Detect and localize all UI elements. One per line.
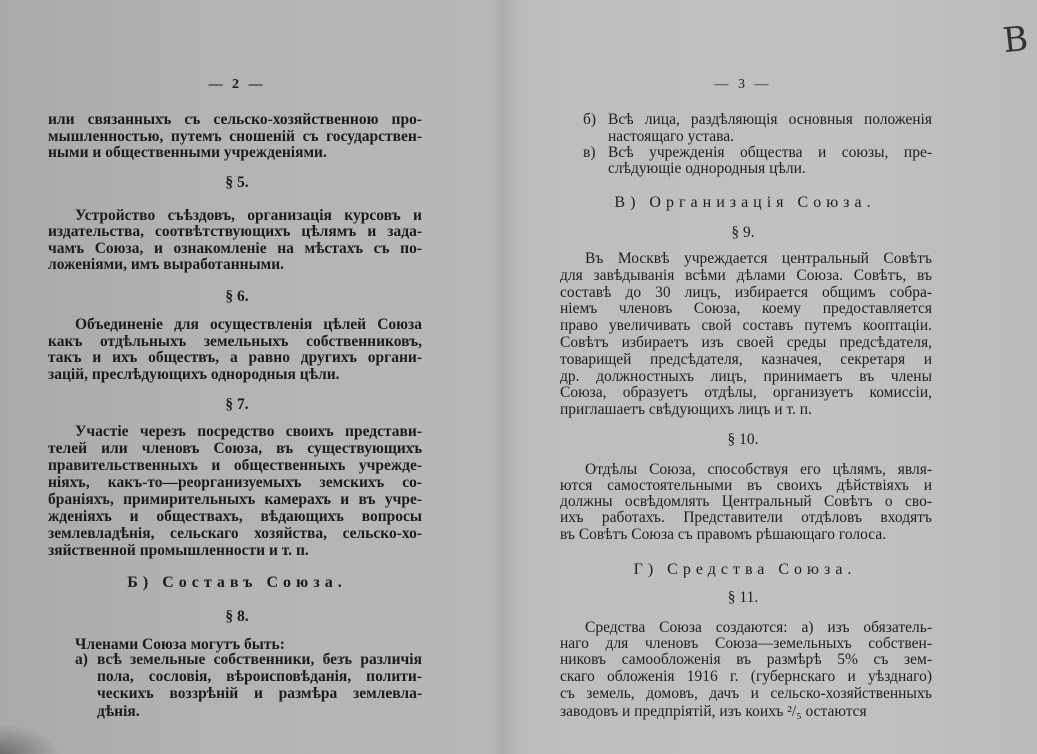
paragraph-line: въ Совѣтъ Союза съ правомъ рѣшающаго голоса. bbox=[560, 526, 887, 543]
paragraph-line: правительственныхъ и общественныхъ учрежде- bbox=[48, 457, 422, 474]
paragraph-line: приглашаетъ свѣдующихъ лицъ и т. п. bbox=[560, 401, 812, 418]
list-item-line: Всѣ учрежденія общества и союзы, пре- bbox=[608, 144, 932, 161]
section-heading-9: § 9. bbox=[731, 224, 755, 241]
list-item-line: Всѣ лица, раздѣляющія основныя положенія bbox=[608, 111, 932, 128]
paragraph-line: ются самостоятельными въ своихъ дѣйствіяхъ и bbox=[560, 477, 932, 494]
paragraph-line: Участіе черезъ посредство своихъ представи- bbox=[75, 423, 422, 440]
paragraph-line: скаго обложенія 1916 г. (губернскаго и уѣзднаго) bbox=[560, 668, 932, 685]
paragraph-line: ніяхъ, какъ-то—реорганизуемыхъ земскихъ со- bbox=[48, 474, 422, 491]
paragraph-line: Объединеніе для осуществленія цѣлей Союза bbox=[75, 316, 422, 333]
paragraph-line: зацій, преслѣдующихъ однородныя цѣли. bbox=[48, 366, 340, 383]
chapter-heading-b: Б) Составъ Союза. bbox=[127, 574, 347, 591]
list-item-line: всѣ земельные собственники, безъ различія bbox=[97, 651, 422, 668]
paragraph-line: Средства Союза создаются: а) изъ обязатель- bbox=[585, 619, 932, 636]
list-item-line: слѣдующіе однородныя цѣли. bbox=[608, 160, 806, 177]
handwritten-margin-mark: В bbox=[1000, 18, 1031, 62]
paragraph-line: или связанныхъ съ сельско-хозяйственною про- bbox=[48, 111, 422, 128]
paragraph-line: зяйственной промышленности и т. п. bbox=[48, 542, 309, 559]
paragraph-line: Совѣтъ избираетъ изъ своей среды предсѣдателя, bbox=[560, 334, 932, 351]
paragraph-line: Въ Москвѣ учреждается центральный Совѣтъ bbox=[585, 250, 932, 267]
paragraph-line: ложеніями, имъ выработанными. bbox=[48, 256, 285, 273]
paragraph-line: право увеличивать свой составъ путемъ кооптаціи. bbox=[560, 317, 932, 334]
list-marker-b: б) bbox=[583, 111, 597, 128]
paragraph-line: Отдѣлы Союза, способствуя его цѣлямъ, явля- bbox=[585, 461, 932, 478]
list-item-line: ческихъ воззрѣній и размѣра землевла- bbox=[97, 685, 422, 702]
paragraph-line: товарищей предсѣдателя, казначея, секретаря и bbox=[560, 351, 932, 368]
paragraph-line: чамъ Союза, и ознакомленіе на мѣстахъ съ по- bbox=[48, 240, 422, 257]
paragraph-line: мышленностью, путемъ сношеній съ государствен- bbox=[48, 128, 422, 145]
paragraph-line: др. должностныхъ лицъ, принимаетъ въ члены bbox=[560, 368, 932, 385]
page-3 bbox=[505, 0, 1037, 754]
page-number: — 3 — bbox=[714, 77, 772, 92]
paragraph-line: съ земель, домовъ, дачъ и сельско-хозяйственныхъ bbox=[560, 685, 932, 702]
paragraph-line: никовъ самообложенія въ размѣрѣ 5% съ зем- bbox=[560, 651, 932, 668]
list-marker-v: в) bbox=[583, 144, 596, 161]
chapter-heading-v: В) Организація Союза. bbox=[614, 194, 876, 211]
page-number: — 2 — bbox=[208, 77, 266, 92]
list-item-line: дѣнія. bbox=[97, 703, 140, 720]
paragraph-line: Союза, образуетъ отдѣлы, организуетъ комиссіи, bbox=[560, 384, 932, 401]
list-item-line: пола, сословія, вѣроисповѣданія, полити- bbox=[97, 668, 422, 685]
paragraph-line: Устройство съѣздовъ, организація курсовъ и bbox=[75, 207, 422, 224]
list-intro: Членами Союза могутъ быть: bbox=[75, 636, 285, 653]
paragraph-line: заводовъ и предпріятій, изъ коихъ ²/₅ остаются bbox=[560, 703, 867, 720]
paragraph-line: ными и общественными учрежденіями. bbox=[48, 144, 327, 161]
list-marker-a: а) bbox=[75, 651, 88, 668]
section-heading-11: § 11. bbox=[727, 589, 759, 606]
section-heading-7: § 7. bbox=[225, 396, 249, 413]
paragraph-line: издательства, соотвѣтствующихъ цѣлямъ и зада- bbox=[48, 223, 422, 240]
paragraph-line: наго для членовъ Союза—земельныхъ собствен- bbox=[560, 635, 932, 652]
paragraph-line: браніяхъ, примирительныхъ камерахъ и въ учре- bbox=[48, 491, 422, 508]
paragraph-line: землевладѣнія, сельскаго хозяйства, сельско-хо- bbox=[48, 525, 422, 542]
chapter-heading-g: Г) Средства Союза. bbox=[633, 561, 857, 578]
section-heading-8: § 8. bbox=[225, 608, 249, 625]
paragraph-line: такъ и ихъ обществъ, а равно другихъ органи- bbox=[48, 349, 422, 366]
paragraph-line: какъ отдѣльныхъ земельныхъ собственниковъ, bbox=[48, 333, 422, 350]
page-2 bbox=[0, 0, 505, 754]
list-item-line: настоящаго устава. bbox=[608, 128, 734, 145]
paragraph-line: должны освѣдомлять Центральный Совѣтъ о сво- bbox=[560, 493, 932, 510]
paragraph-line: телей или членовъ Союза, въ существующихъ bbox=[48, 440, 422, 457]
paragraph-line: ніемъ членовъ Союза, коему предоставляется bbox=[560, 300, 932, 317]
paragraph-line: ихъ работахъ. Представители отдѣловъ входятъ bbox=[560, 509, 932, 526]
paragraph-line: для завѣдыванія всѣми дѣлами Союза. Совѣтъ, въ bbox=[560, 267, 932, 284]
paragraph-line: составѣ до 30 лицъ, избирается общимъ собра- bbox=[560, 284, 932, 301]
section-heading-5: § 5. bbox=[225, 174, 249, 191]
section-heading-6: § 6. bbox=[225, 288, 249, 305]
paragraph-line: жденіяхъ и обществахъ, вѣдающихъ вопросы bbox=[48, 508, 422, 525]
section-heading-10: § 10. bbox=[727, 431, 759, 448]
